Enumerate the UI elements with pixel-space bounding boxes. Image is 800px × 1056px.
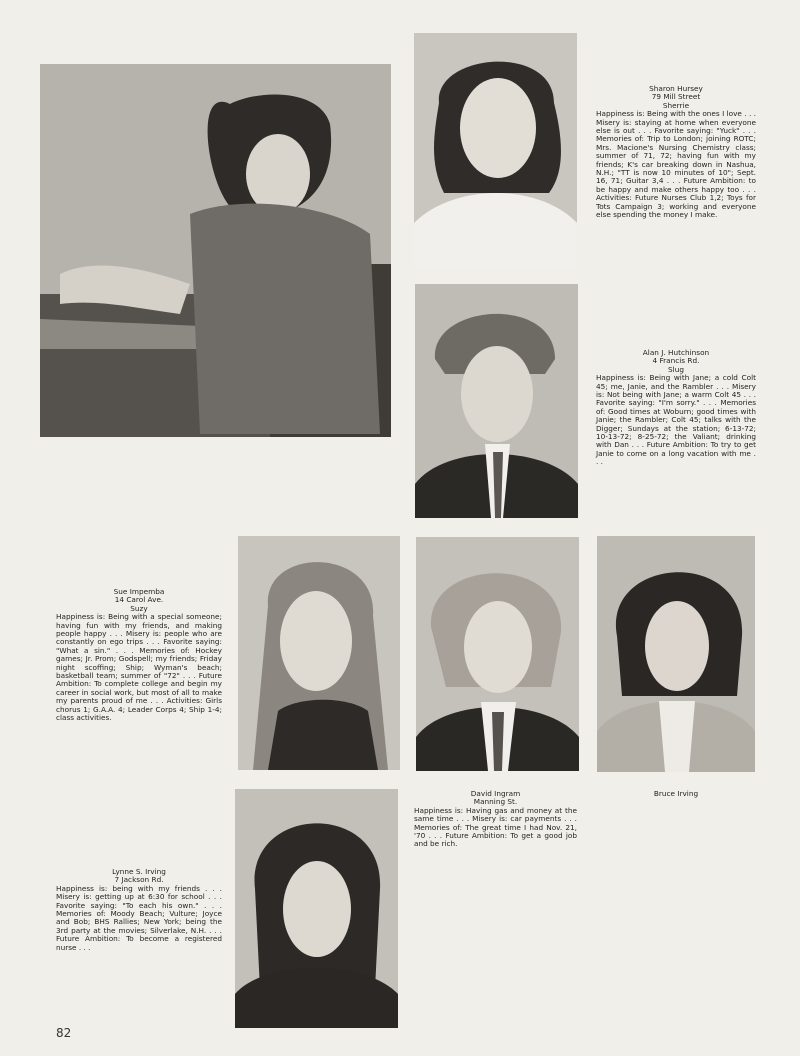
student-name: Sue Impemba [113,587,165,596]
portrait-alan [415,284,578,518]
student-bio: Happiness is: Being with Jane; a cold Colt 45; me, Janie, and the Rambler . . . Misery is: Not being with Jane; a warm Colt 45 . . . Favorite saying: "I'm sorry." . . . Memories of: Good times at Woburn; good times with Janie; the Rambler; Colt 45; talks with the Digger; Sundays at the station; 6-13-72; 10-13-72; 8-25-72; the Valiant; drinking with Dan . . . Future Ambition: To try to get Janie to come on a long vacation with me . . . [596,373,756,467]
student-address: 4 Francis Rd. [652,356,700,366]
portrait-bruce [597,536,755,772]
page-number: 82 [56,1026,72,1040]
student-nickname: Suzy [130,603,148,613]
caption-sue [56,588,222,723]
student-name: David Ingram [470,789,521,798]
caption-bruce [597,790,755,798]
student-name: Lynne S. Irving [112,867,166,876]
caption-lynne [56,868,222,952]
caption-david [414,790,577,849]
student-address: 7 Jackson Rd. [114,875,164,885]
portrait-lynne [235,789,398,1028]
student-nickname: Sherrie [662,100,690,110]
caption-alan [596,349,756,467]
student-bio: Happiness is: Having gas and money at the same time . . . Misery is: car payments . . . Memories of: The great time I had Nov. 21, '70 . . . Future Ambition: To get a good job and be rich. [414,805,577,849]
portrait-david [416,537,579,771]
student-name: Bruce Irving [653,789,699,798]
student-name: Sharon Hursey [649,84,703,93]
student-name: Alan J. Hutchinson [642,348,710,357]
student-address: 14 Carol Ave. [114,595,164,605]
student-bio: Happiness is: Being with a special someone; having fun with my friends, and making people happy . . . Misery is: people who are constantly on ego trips . . . Favorite saying: "What a sin." . . . Memories of: Hockey games; Jr. Prom; Godspell; my friends; Friday night scoffing; Ship; Wyman's beach; basketball team; summer of "72" . . . Future Ambition: To complete college and begin my career in social work, but most of all to make my parents proud of me . . . Activities: Girls chorus 1; G.A.A. 4; Leader Corps 4; Ship 1-4; class activities. [56,612,222,723]
student-bio: Happiness is: being with my friends . . . Misery is: getting up at 6:30 for school . . . Favorite saying: "To each his own." . . . Memories of: Moody Beach; Vulture; Joyce and Bob; BHS Rallies; New York; being the 3rd party at the movies; Silverlake, N.H. . . . Future Ambition: To become a registered nurse . . . [56,883,222,952]
student-bio: Happiness is: Being with the ones I love . . . Misery is: staying at home when everyone else is out . . . Favorite saying: "Yuck" . . . Memories of: Trip to London; joining ROTC; Mrs. Macione's Nursing Chemistry class; summer of 71, 72; having fun with my friends; K's car breaking down in Nashua, N.H.; "TT is now 10 minutes of 10"; Sept. 16, 71; Guitar 3,4 . . . Future Ambition: to be happy and make others happy too . . . Activities: Future Nurses Club 1,2; Toys for Tots Campaign 3; working and everyone else spending the money I make. [596,109,756,220]
caption-sharon [596,85,756,220]
candid-photo [40,64,391,437]
portrait-sue [238,536,400,770]
student-nickname: Slug [668,364,684,374]
student-address: 79 Mill Street [651,92,701,102]
student-address: Manning St. [473,797,518,807]
portrait-sharon [414,33,577,267]
